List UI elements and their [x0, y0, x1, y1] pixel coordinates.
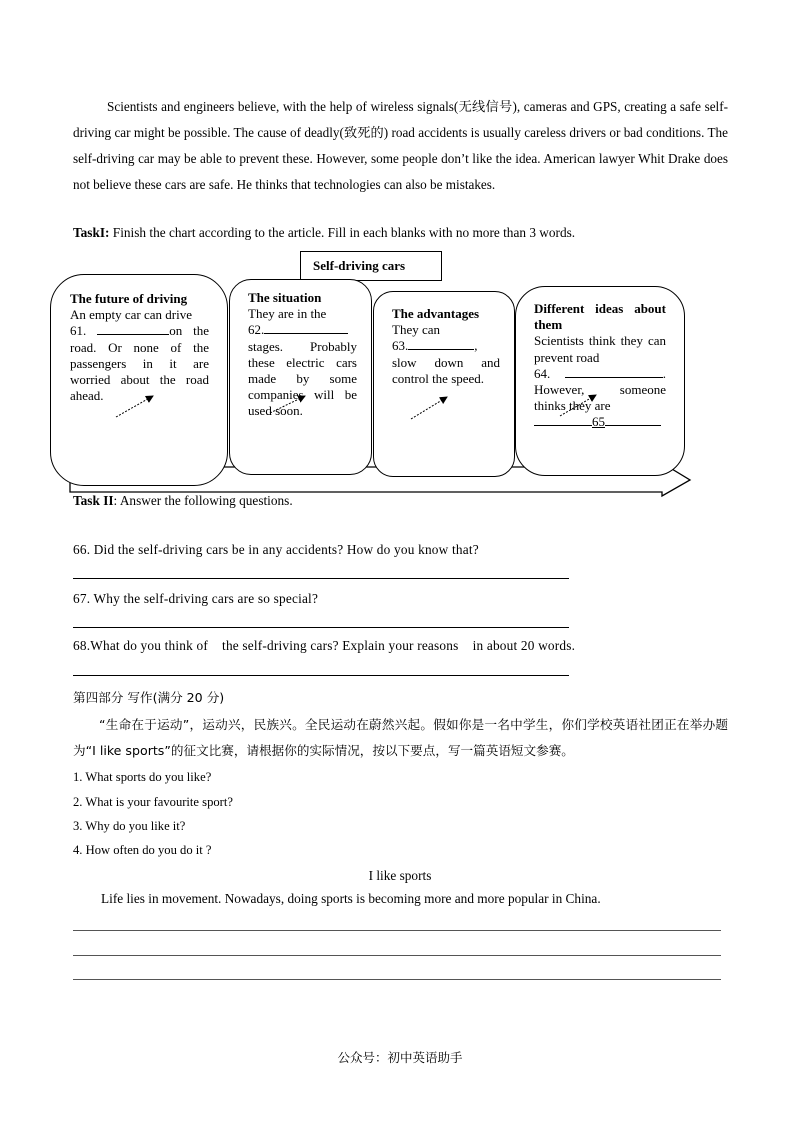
writing-line-1[interactable] [73, 930, 721, 931]
writing-point-1: 1. What sports do you like? [73, 770, 212, 784]
task2-text: : Answer the following questions. [113, 493, 293, 508]
blank-65-number: 65 [592, 414, 605, 430]
task2-label: Task II [73, 493, 114, 508]
essay-opening: Life lies in movement. Nowadays, doing sports is becoming more and more popular in China. [101, 891, 601, 906]
box4-heading: Different ideas about them [534, 301, 666, 333]
essay-title: I like sports [368, 868, 432, 883]
question-66: 66. Did the self-driving cars be in any accidents? How do you know that? [73, 542, 479, 557]
dashed-arrows [0, 0, 800, 500]
writing-point-4: 4. How often do you do it ? [73, 843, 212, 857]
task1-label: TaskI: [73, 225, 110, 240]
chart-title: Self-driving cars [300, 251, 442, 281]
arrow-4 [560, 395, 596, 416]
box2-heading: The situation [248, 290, 322, 305]
writing-line-3[interactable] [73, 979, 721, 980]
box1-text: An empty car can drive 61. on the road. Or none of the passengers in it are worried about the road ahead. [70, 307, 209, 404]
writing-point-2: 2. What is your favourite sport? [73, 795, 233, 809]
question-67: 67. Why the self-driving cars are so special? [73, 591, 319, 606]
writing-prompt: “生命在于运动”，运动兴，民族兴。全民运动在蔚然兴起。假如你是一名中学生，你们学校英语社团正在举办题为“I like sports”的征文比赛，请根据你的实际情况，按以下要点，写一篇英语短文参赛。 [73, 717, 728, 758]
task2-instruction [73, 493, 293, 509]
writing-line-2[interactable] [73, 955, 721, 956]
footer-text: 公众号：初中英语助手 [337, 1050, 463, 1065]
arrow-3 [411, 397, 447, 419]
arrow-1 [116, 396, 153, 417]
box3-heading: The advantages [392, 306, 480, 321]
box4-text: Scientists think they can prevent road 64. . However, someone thinks they are 65 [534, 333, 666, 430]
box1-heading: The future of driving [70, 291, 188, 306]
answer-line-67[interactable] [73, 627, 569, 628]
box3-text: They can 63. , slow down and control the speed. [392, 322, 500, 386]
arrow-2 [270, 396, 305, 413]
writing-point-3: 3. Why do you like it? [73, 819, 186, 833]
task1-text: Finish the chart according to the article. Fill in each blanks with no more than 3 words. [109, 225, 576, 240]
answer-line-66[interactable] [73, 578, 569, 579]
question-68: 68.What do you think of the self-driving cars? Explain your reasons in about 20 words. [73, 638, 576, 653]
writing-section-title: 第四部分 写作(满分 20 分) [73, 690, 225, 705]
box2-text: They are in the 62. stages. Probably these electric cars made by some companies will be used soon. [248, 306, 357, 419]
article-paragraph: Scientists and engineers believe, with the help of wireless signals(无线信号), cameras and GPS, creating a safe self-driving car might be possible. The cause of deadly(致死的) road accidents is usually careless drivers or bad conditions. The self-driving car may be able to prevent these. However, some people don’t like the idea. American lawyer Whit Drake does not believe these cars are safe. He thinks that technologies can also be mistakes. [73, 99, 728, 192]
answer-line-68[interactable] [73, 675, 569, 676]
